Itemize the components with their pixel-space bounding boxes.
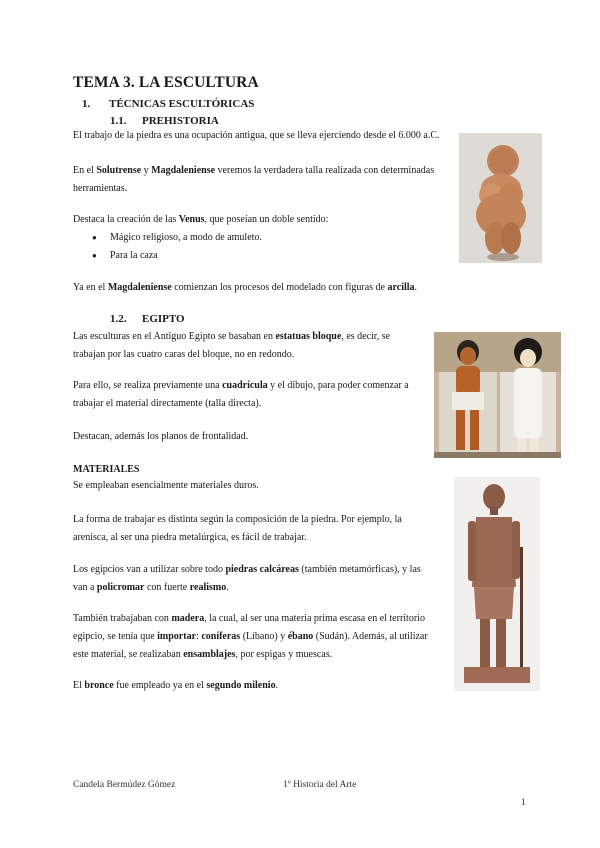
subsection-label: EGIPTO	[142, 313, 185, 325]
page-number: 1	[521, 798, 526, 808]
list-item: ● Mágico religioso, a modo de amuleto.	[88, 229, 388, 247]
paragraph-magdaleniense: Ya en el Magdaleniense comienzan los procesos del modelado con figuras de arcilla.	[73, 282, 418, 293]
paragraph-piedra: El trabajo de la piedra es una ocupación antigua, que se lleva ejerciendo desde el 6.000 a.C.	[73, 130, 440, 141]
subsection-label: PREHISTORIA	[142, 115, 219, 127]
venus-figurine-image	[459, 133, 542, 263]
list-item: ● Para la caza	[88, 247, 388, 265]
paragraph-estatuas-bloque: Las esculturas en el Antiguo Egipto se basaban en estatuas bloque, es decir, se trabajan por las cuatro caras del bloque, no en redondo.	[73, 331, 391, 360]
subsection-heading-prehistoria	[110, 115, 219, 127]
paragraph-materiales-duros: Se empleaban esencialmente materiales duros.	[73, 480, 259, 491]
paragraph-frontalidad: Destacan, además los planos de frontalidad.	[73, 431, 249, 442]
materiales-heading: MATERIALES	[73, 464, 140, 475]
paragraph-calcareas: Los egipcios van a utilizar sobre todo piedras calcáreas (también metamórficas), y las van a policromar con fuerte realismo.	[73, 564, 421, 593]
section-heading-1	[82, 98, 255, 110]
footer-author: Candela Bermúdez Gómez	[73, 780, 176, 790]
bullet-list	[88, 229, 388, 265]
subsection-number: 1.2.	[110, 313, 127, 325]
wooden-standing-statue-image	[454, 477, 540, 691]
section-number: 1.	[82, 98, 91, 110]
paragraph-venus: Destaca la creación de las Venus, que poseían un doble sentido:	[73, 214, 329, 225]
seated-couple-statue-image	[434, 332, 561, 458]
paragraph-bronce: El bronce fue empleado ya en el segundo milenio.	[73, 680, 279, 691]
page-title: TEMA 3. LA ESCULTURA	[73, 74, 259, 91]
paragraph-solutrense: En el Solutrense y Magdaleniense veremos la verdadera talla realizada con determinadas herramientas.	[73, 165, 435, 194]
paragraph-arenisca: La forma de trabajar es distinta según la composición de la piedra. Por ejemplo, la arenisca, al ser una piedra metalúrgica, es fácil de trabajar.	[73, 514, 402, 543]
subsection-heading-egipto	[110, 313, 185, 325]
section-label: TÉCNICAS ESCULTÓRICAS	[109, 98, 255, 110]
footer-course: 1º Historia del Arte	[283, 780, 357, 790]
paragraph-madera: También trabajaban con madera, la cual, al ser una materia prima escasa en el territorio egipcio, se tenía que importar: coníferas (Líbano) y ébano (Sudán). Además, al utilizar este material, se realizaban ensamblajes, por espigas y muescas.	[73, 613, 428, 660]
subsection-number: 1.1.	[110, 115, 127, 127]
paragraph-cuadricula: Para ello, se realiza previamente una cuadrícula y el dibujo, para poder comenzar a trabajar el material directamente (talla directa).	[73, 380, 409, 409]
